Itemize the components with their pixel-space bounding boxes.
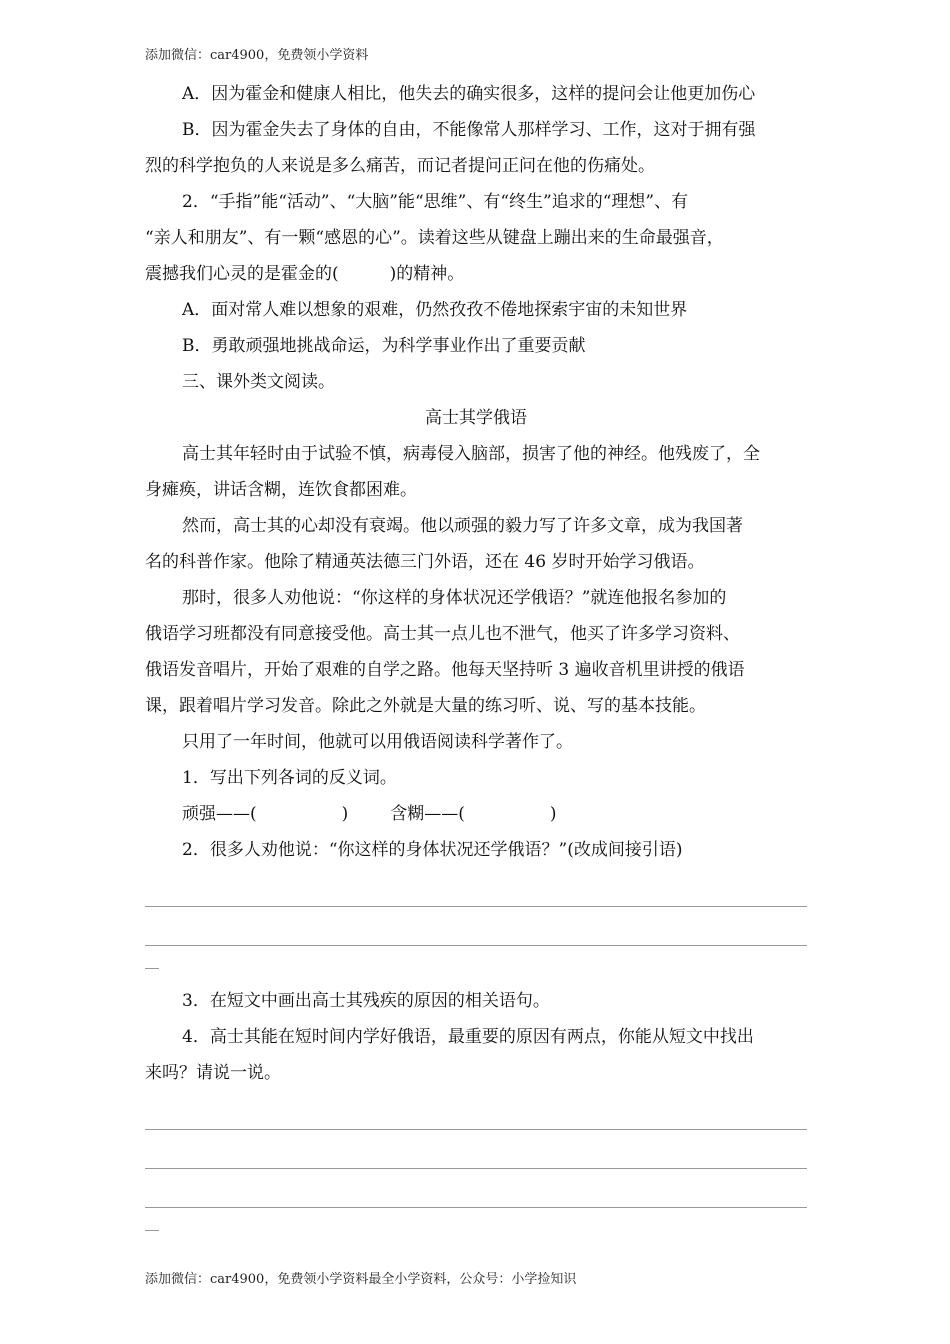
antonym-blank-1[interactable]: 顽强——( ) (182, 804, 349, 824)
passage-paragraph-3-cont: 俄语学习班都没有同意接受他。高士其一点儿也不泄气，他买了许多学习资料、 (145, 624, 740, 644)
answer-line[interactable] (145, 1169, 807, 1208)
q2-stem-cont: “亲人和朋友”、有一颗“感恩的心”。读着这些从键盘上蹦出来的生命最强音， (145, 228, 724, 248)
answer-line[interactable] (145, 907, 807, 946)
exercise-2-question: 2．很多人劝他说：“你这样的身体状况还学俄语？”(改成间接引语) (182, 840, 683, 860)
q1-option-b: B．因为霍金失去了身体的自由，不能像常人那样学习、工作，这对于拥有强 (182, 120, 756, 140)
q1-option-b-cont: 烈的科学抱负的人来说是多么痛苦，而记者提问正问在他的伤痛处。 (145, 156, 655, 176)
passage-paragraph-3-cont: 俄语发音唱片，开始了艰难的自学之路。他每天坚持听 3 遍收音机里讲授的俄语 (145, 660, 745, 680)
q1-option-a: A．因为霍金和健康人相比，他失去的确实很多，这样的提问会让他更加伤心 (182, 84, 756, 104)
q2-stem: 2．“手指”能“活动”、“大脑”能“思维”、有“终生”追求的“理想”、有 (182, 192, 689, 212)
exercise-3-question: 3．在短文中画出高士其残疾的原因的相关语句。 (182, 991, 550, 1011)
passage-paragraph-3: 那时，很多人劝他说：“你这样的身体状况还学俄语？”就连他报名参加的 (182, 588, 727, 608)
passage-paragraph-3-cont: 课，跟着唱片学习发音。除此之外就是大量的练习听、说、写的基本技能。 (145, 696, 706, 716)
passage-paragraph-1-cont: 身瘫痪，讲话含糊，连饮食都困难。 (145, 480, 417, 500)
answer-line[interactable] (145, 868, 807, 907)
q2-stem-blank: 震撼我们心灵的是霍金的( )的精神。 (145, 264, 465, 284)
answer-line[interactable] (145, 1130, 807, 1169)
exercise-1-question: 1．写出下列各词的反义词。 (182, 768, 397, 788)
passage-title: 高士其学俄语 (425, 408, 527, 428)
page-footer: 添加微信：car4900，免费领小学资料最全小学资料，公众号：小学捡知识 (145, 1272, 577, 1287)
antonym-blank-2[interactable]: 含糊——( ) (390, 804, 557, 824)
passage-paragraph-4: 只用了一年时间，他就可以用俄语阅读科学著作了。 (182, 732, 573, 752)
passage-paragraph-2: 然而，高士其的心却没有衰竭。他以顽强的毅力写了许多文章，成为我国著 (182, 516, 743, 536)
passage-paragraph-2-cont: 名的科普作家。他除了精通英法德三门外语，还在 46 岁时开始学习俄语。 (145, 552, 705, 572)
q2-option-a: A．面对常人难以想象的艰难，仍然孜孜不倦地探索宇宙的未知世界 (182, 300, 688, 320)
answer-line-end (145, 1208, 159, 1231)
page-header: 添加微信：car4900，免费领小学资料 (145, 48, 369, 63)
answer-line[interactable] (145, 1091, 807, 1130)
q2-option-b: B．勇敢顽强地挑战命运，为科学事业作出了重要贡献 (182, 336, 586, 356)
answer-line-end (145, 946, 159, 969)
exercise-4-question-cont: 来吗？请说一说。 (145, 1063, 281, 1083)
document-body (145, 76, 807, 1231)
section-heading: 三、课外类文阅读。 (182, 372, 335, 392)
exercise-4-question: 4．高士其能在短时间内学好俄语，最重要的原因有两点，你能从短文中找出 (182, 1027, 754, 1047)
passage-paragraph-1: 高士其年轻时由于试验不慎，病毒侵入脑部，损害了他的神经。他残废了，全 (182, 444, 760, 464)
exercise-1-answers (145, 796, 807, 832)
